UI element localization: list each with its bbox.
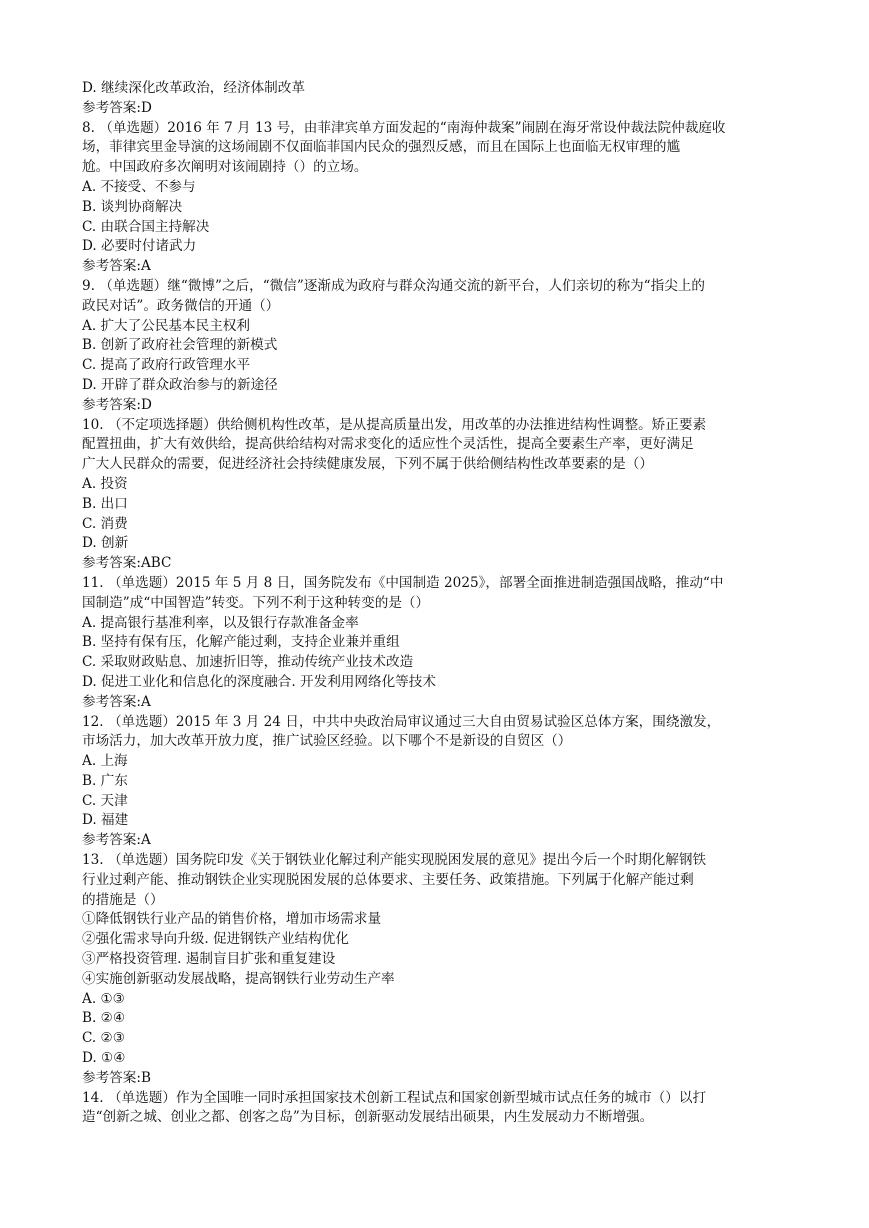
question-text: 广大人民群众的需要，促进经济社会持续健康发展，下列不属于供给侧结构性改革要素的是（）: [82, 456, 653, 473]
option-line: B. 出口: [82, 495, 128, 512]
document-page: [82, 79, 812, 1128]
option-line: C. 提高了政府行政管理水平: [82, 357, 251, 374]
question-text: 9. （单选题）继“微博”之后，“微信”逐渐成为政府与群众沟通交流的新平台，人们亲切的称为“指尖上的: [82, 277, 705, 294]
question-text: 行业过剩产能、推动钢铁企业实现脱困发展的总体要求、主要任务、政策措施。下列属于化解产能过剩: [82, 871, 694, 888]
option-line: A. 投资: [82, 475, 128, 492]
question-text: 12. （单选题）2015 年 3 月 24 日，中共中央政治局审议通过三大自由贸易试验区总体方案，围绕激发，: [82, 713, 721, 730]
option-line: C. 采取财政贴息、加速折旧等，推动传统产业技术改造: [82, 654, 414, 671]
option-line: B. ②④: [82, 1010, 126, 1027]
question-text: 配置扭曲，扩大有效供给，提高供给结构对需求变化的适应性个灵活性，提高全要素生产率，更好满足: [82, 436, 694, 453]
question-text: 市场活力，加大改革开放力度，推广试验区经验。以下哪个不是新设的自贸区（）: [82, 733, 572, 750]
answer-line: 参考答案:D: [82, 99, 152, 116]
option-line: D. 福建: [82, 812, 129, 829]
question-text: 造“创新之城、创业之都、创客之岛”为目标，创新驱动发展结出硕果，内生发展动力不断增强。: [82, 1109, 654, 1126]
option-line: D. 促进工业化和信息化的深度融合. 开发利用网络化等技术: [82, 673, 436, 690]
answer-line: 参考答案:D: [82, 396, 152, 413]
option-line: C. 天津: [82, 792, 128, 809]
question-text: 14. （单选题）作为全国唯一同时承担国家技术创新工程试点和国家创新型城市试点任务的城市（）以打: [82, 1089, 707, 1106]
answer-line: 参考答案:A: [82, 258, 151, 275]
option-line: B. 坚持有保有压，化解产能过剩，支持企业兼并重组: [82, 634, 400, 651]
option-line: D. 开辟了群众政治参与的新途径: [82, 376, 278, 393]
option-line: C. ②③: [82, 1030, 125, 1047]
statement-line: ①降低钢铁行业产品的销售价格，增加市场需求量: [82, 911, 382, 928]
question-text: 国制造”成“中国智造”转变。下列不利于这种转变的是（）: [82, 594, 430, 611]
option-line: B. 谈判协商解决: [82, 198, 183, 215]
option-line: A. ①③: [82, 990, 125, 1007]
question-text: 政民对话”。政务微信的开通（）: [82, 297, 280, 314]
option-line: D. ①④: [82, 1050, 126, 1067]
option-line: B. 创新了政府社会管理的新模式: [82, 337, 278, 354]
option-line: A. 不接受、不参与: [82, 178, 196, 195]
option-line: A. 扩大了公民基本民主权利: [82, 317, 250, 334]
statement-line: ④实施创新驱动发展战略，提高钢铁行业劳动生产率: [82, 970, 395, 987]
question-text: 场，菲律宾里金导演的这场闹剧不仅面临菲国内民众的强烈反感，而且在国际上也面临无权审理的尴: [82, 139, 681, 156]
option-line: A. 提高银行基准利率，以及银行存款准备金率: [82, 614, 359, 631]
question-text: 8. （单选题）2016 年 7 月 13 号，由菲津宾单方面发起的“南海仲裁案”闹剧在海牙常设仲裁法院仲裁庭收: [82, 119, 726, 136]
answer-line: 参考答案:A: [82, 693, 151, 710]
question-text: 的措施是（）: [82, 891, 164, 908]
answer-line: 参考答案:A: [82, 832, 151, 849]
option-line: C. 消费: [82, 515, 128, 532]
option-line: B. 广东: [82, 772, 128, 789]
answer-line: 参考答案:B: [82, 1069, 151, 1086]
option-line: C. 由联合国主持解决: [82, 218, 210, 235]
question-text: 尬。中国政府多次阐明对该闹剧持（）的立场。: [82, 159, 368, 176]
question-text: 13. （单选题）国务院印发《关于钢铁业化解过利产能实现脱困发展的意见》提出今后一个时期化解钢铁: [82, 852, 707, 869]
question-text: 10. （不定项选择题）供给侧机构性改革，是从提高质量出发，用改革的办法推进结构性调整。矫正要素: [82, 416, 707, 433]
question-text: 11. （单选题）2015 年 5 月 8 日，国务院发布《中国制造 2025》，部署全面推进制造强国战略，推动“中: [82, 574, 724, 591]
statement-line: ②强化需求导向升级. 促进钢铁产业结构优化: [82, 931, 349, 948]
option-line: A. 上海: [82, 753, 128, 770]
option-line: D. 创新: [82, 535, 129, 552]
statement-line: ③严格投资管理. 遏制盲目扩张和重复建设: [82, 951, 336, 968]
option-line: D. 必要时付诸武力: [82, 238, 197, 255]
option-line: D. 继续深化改革政治，经济体制改革: [82, 80, 305, 96]
answer-line: 参考答案:ABC: [82, 555, 172, 572]
